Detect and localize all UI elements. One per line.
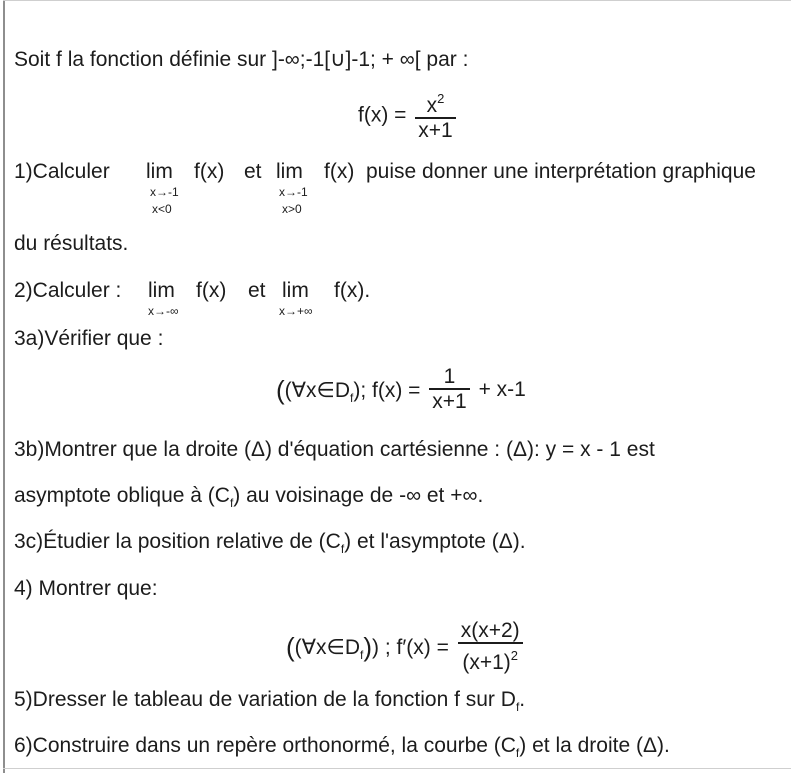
q6-text	[14, 734, 670, 765]
q4-fraction	[458, 620, 523, 675]
left-border	[3, 0, 5, 773]
q3a-close: ); f(x) =	[353, 378, 421, 402]
q1-tail: puise donner une interprétation graphique	[366, 160, 756, 183]
q6-a: 6)Construire dans un repère orthonormé, la courbe (C	[14, 734, 516, 757]
q1-lim1-sub-b: x<0	[152, 202, 172, 216]
q3a-open: (∀x∈D	[284, 378, 350, 402]
q3a-den: x+1	[432, 390, 467, 413]
q3b-line1: 3b)Montrer que la droite (Δ) d'équation cartésienne : (Δ): y = x - 1 est	[14, 438, 655, 461]
q1-lim2: lim	[276, 160, 303, 183]
q1-fx1: f(x)	[194, 160, 225, 183]
q2-et: et	[248, 279, 266, 302]
q4-prime: ′	[402, 636, 407, 659]
q4-den-exp: 2	[510, 648, 519, 663]
bottom-border	[3, 768, 791, 769]
q6-sub-f: f	[515, 746, 520, 760]
q4-den: (x+1)	[462, 651, 511, 674]
q1-lim1-sub-a: x→-1	[150, 185, 179, 199]
q5-a: 5)Dresser le tableau de variation de la fonction f sur D	[14, 688, 516, 711]
q2-fx1: f(x)	[196, 279, 227, 302]
q3a-sub-f: f	[350, 390, 354, 405]
f-def-den: x+1	[418, 119, 453, 142]
q3a-tail: + x-1	[478, 378, 526, 401]
q4-sub-f: f	[360, 648, 364, 662]
q2-lim2: lim	[282, 279, 309, 302]
q3a-fraction	[429, 366, 469, 414]
f-def-lhs: f(x) =	[358, 103, 407, 127]
q5-sub-f: f	[515, 700, 520, 714]
q2-lim1: lim	[148, 279, 175, 302]
intro-text: Soit f la fonction définie sur ]-∞;-1[∪]-1; + ∞[ par :	[14, 48, 469, 71]
q4-fx: (x) =	[406, 636, 449, 659]
q3c-a: 3c)Étudier la position relative de (C	[14, 530, 341, 553]
q3a-formula: ($(\forall x\in D_f)$; f(x) = $\frac{1}{x+1}$ + x-1	[276, 365, 526, 413]
q4-open: (∀x∈D	[294, 636, 360, 659]
q2-label: 2)Calculer :	[14, 279, 122, 302]
q1-label: 1)Calculer	[14, 160, 110, 183]
q1-fx2: f(x)	[324, 160, 355, 183]
q3a-label: 3a)Vérifier que :	[14, 327, 164, 350]
f-def-num: x	[426, 94, 438, 117]
q4-label: 4) Montrer que:	[14, 577, 158, 600]
f-def-num-exp: 2	[437, 91, 445, 106]
function-definition	[358, 88, 459, 143]
q6-b: ) et la droite (Δ).	[519, 734, 670, 757]
q3c-sub-f: f	[340, 542, 345, 556]
q4-mid: ) ; f	[372, 636, 403, 659]
q5-text	[14, 688, 525, 719]
q5-b: .	[519, 688, 526, 711]
q1-lim1: lim	[146, 160, 173, 183]
q4-formula: $((\forall x\in D_f))$ ; f′(x) = $\frac{x(x+2)}{(x+1)^2}$	[286, 620, 526, 675]
q2-fx2: f(x).	[334, 279, 371, 302]
q3b-sub-f: f	[229, 496, 234, 510]
q1-et: et	[244, 160, 262, 183]
q3b-line2	[14, 484, 483, 515]
f-def-fraction	[415, 88, 455, 143]
q3a-num: 1	[443, 365, 456, 388]
q1-continuation: du résultats.	[14, 232, 129, 255]
q4-num: x(x+2)	[460, 619, 520, 642]
q2-lim2-sub: x→+∞	[279, 304, 313, 318]
q1-lim2-sub-b: x>0	[282, 202, 302, 216]
q3b-line2-b: ) au voisinage de -∞ et +∞.	[233, 484, 484, 507]
q2-lim1-sub: x→-∞	[148, 304, 179, 318]
q3b-line2-a: asymptote oblique à (C	[14, 484, 230, 507]
q3c-text	[14, 530, 526, 561]
q3c-b: ) et l'asymptote (Δ).	[344, 530, 526, 553]
q1-lim2-sub-a: x→-1	[279, 185, 308, 199]
top-border	[3, 0, 791, 1]
